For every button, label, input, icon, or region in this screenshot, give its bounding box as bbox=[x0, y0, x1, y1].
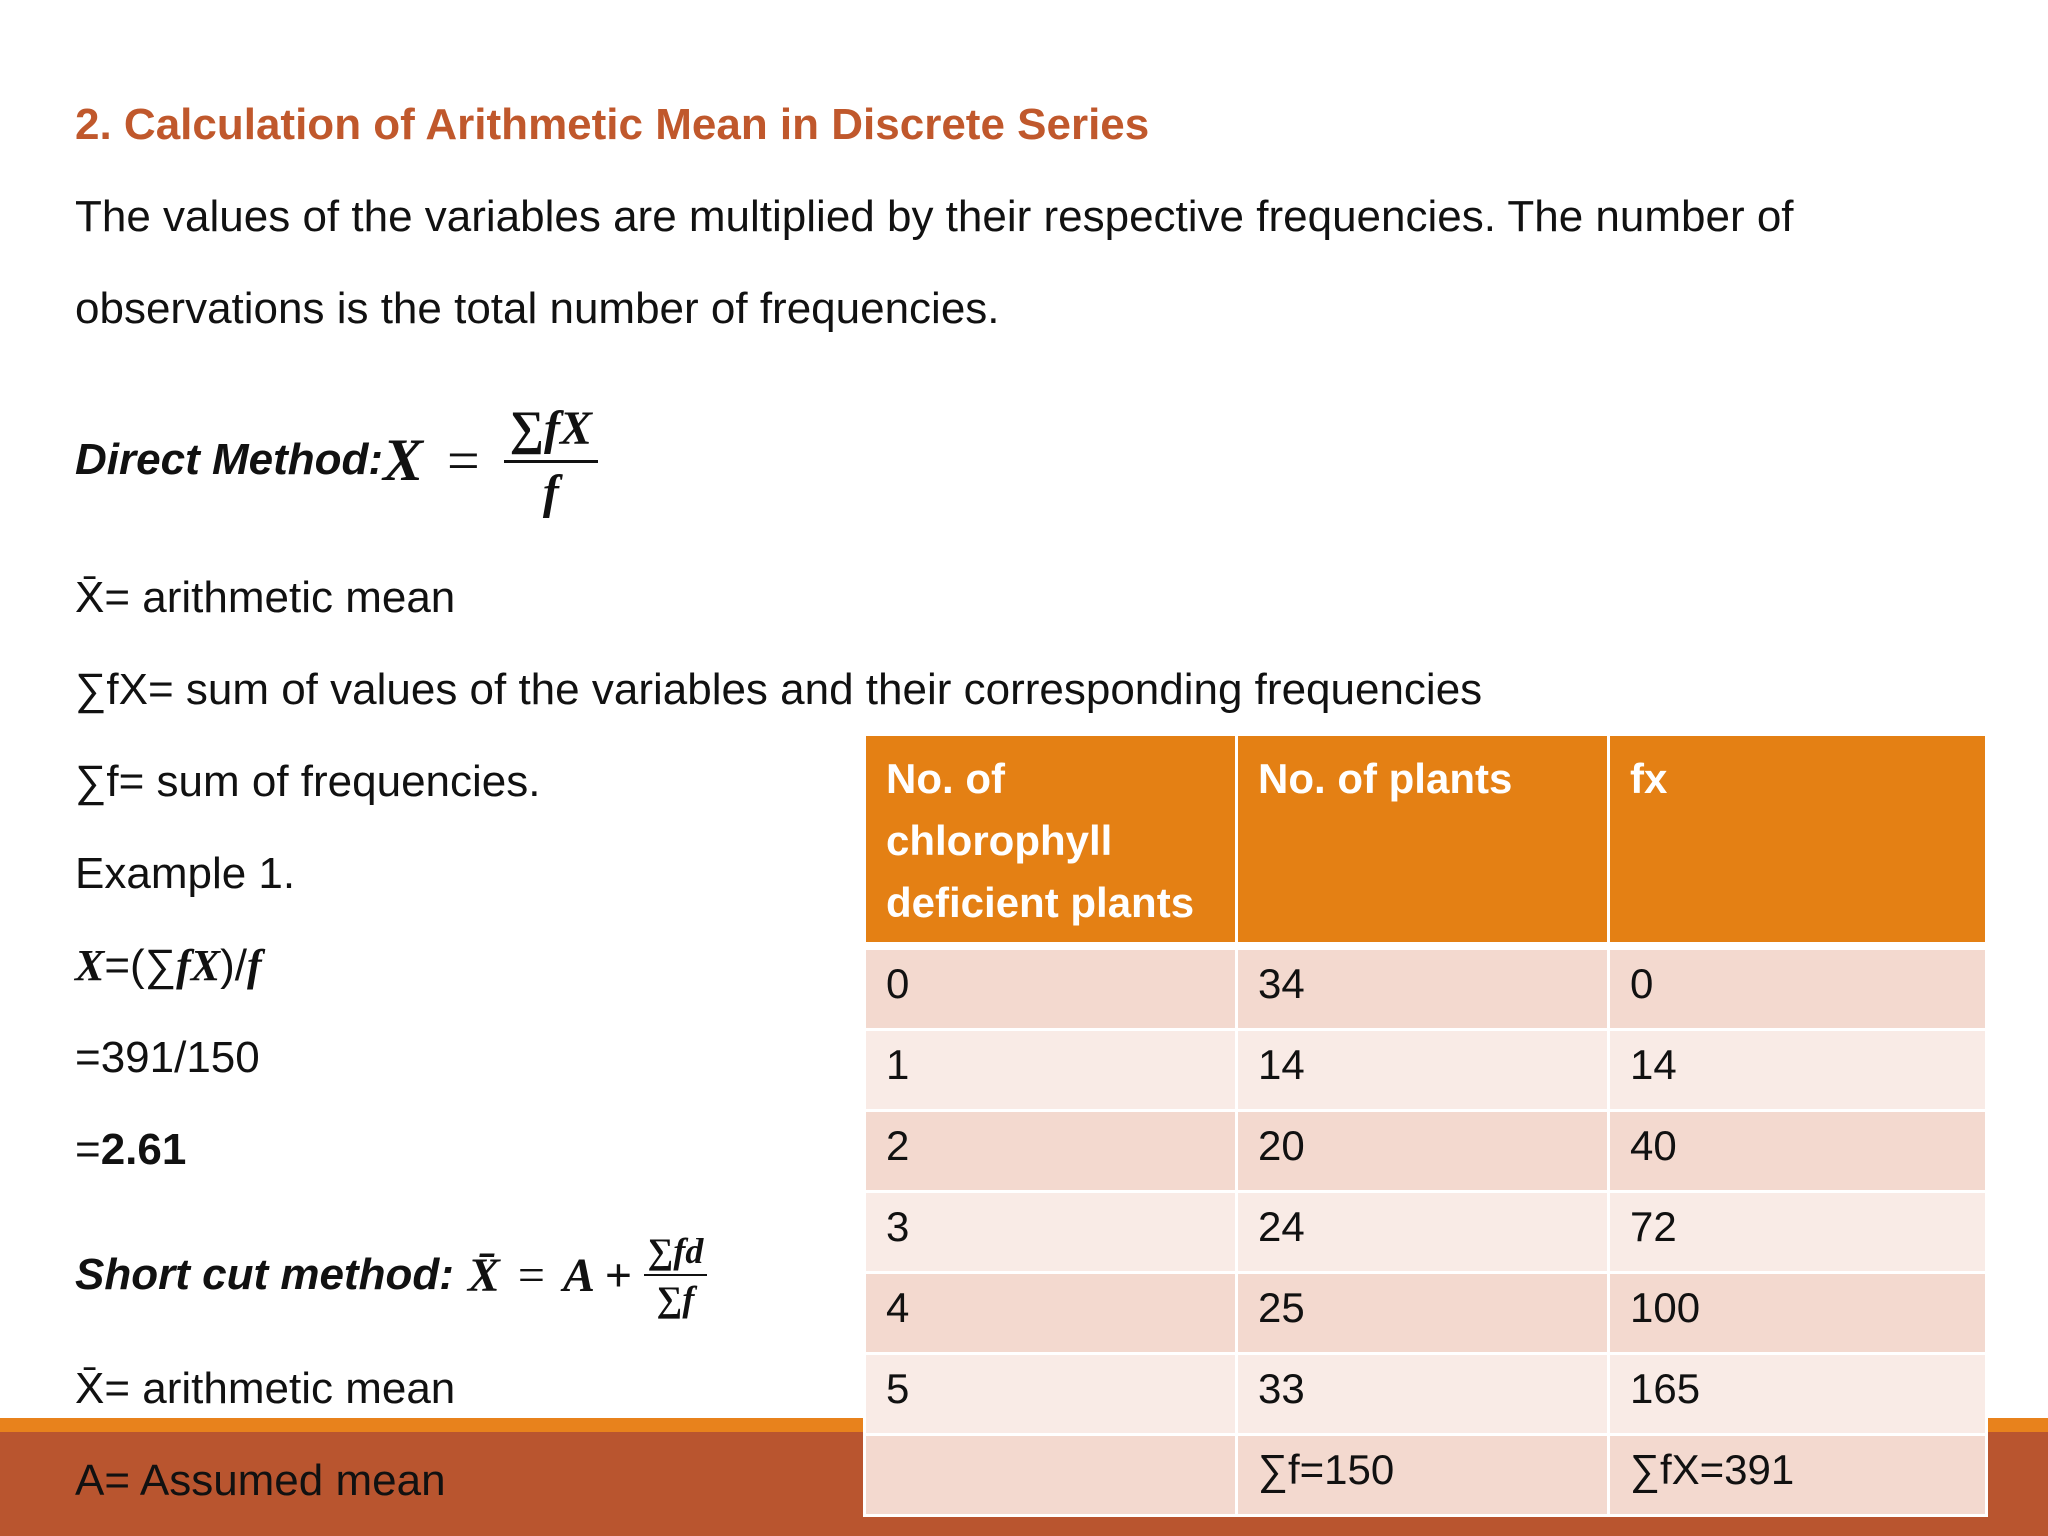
calc-open: =(∑ bbox=[104, 941, 177, 990]
short-cut-label: Short cut method: bbox=[75, 1250, 454, 1299]
table-row bbox=[865, 1192, 1987, 1273]
direct-method-numerator: ∑fX bbox=[504, 401, 598, 463]
table-total-row bbox=[865, 1435, 1987, 1516]
table-row bbox=[865, 1111, 1987, 1192]
short-cut-a-plus: A + bbox=[562, 1248, 632, 1302]
calc-x: X bbox=[190, 941, 221, 990]
example-label: Example 1. bbox=[75, 849, 296, 898]
result-prefix: = bbox=[75, 1125, 101, 1174]
table-cell: 33 bbox=[1237, 1354, 1609, 1435]
table-cell: 14 bbox=[1609, 1030, 1987, 1111]
slide-heading: 2. Calculation of Arithmetic Mean in Discrete Series bbox=[75, 100, 1150, 149]
intro-line-1: The values of the variables are multiplied by their respective frequencies. The number of bbox=[75, 192, 1794, 241]
table-cell: 14 bbox=[1237, 1030, 1609, 1111]
table-row bbox=[865, 1030, 1987, 1111]
table-cell: 34 bbox=[1237, 946, 1609, 1030]
short-cut-equals: = bbox=[517, 1248, 545, 1302]
direct-method-denominator: f bbox=[542, 465, 559, 519]
direct-method-formula bbox=[75, 395, 598, 525]
definition-mean: X̄= arithmetic mean bbox=[75, 573, 456, 622]
calc-f: f bbox=[176, 941, 191, 990]
footer-definition-mean: X̄= arithmetic mean bbox=[75, 1364, 456, 1413]
calc-f2: f bbox=[246, 941, 262, 990]
calc-result bbox=[75, 1125, 186, 1175]
short-cut-numerator: ∑fd bbox=[644, 1230, 708, 1276]
calc-close: )/ bbox=[220, 941, 247, 990]
total-frequency: ∑f=150 bbox=[1237, 1435, 1609, 1516]
table-row bbox=[865, 1354, 1987, 1435]
header-no-of-plants: No. of plants bbox=[1237, 735, 1609, 947]
table-cell: 165 bbox=[1609, 1354, 1987, 1435]
table-cell: 3 bbox=[865, 1192, 1237, 1273]
table-cell: 0 bbox=[865, 946, 1237, 1030]
intro-line-2: observations is the total number of frequencies. bbox=[75, 284, 1000, 333]
direct-method-equals: = bbox=[447, 427, 480, 493]
short-cut-fraction bbox=[644, 1230, 708, 1320]
footer-definition-assumed-mean: A= Assumed mean bbox=[75, 1456, 446, 1505]
short-cut-formula bbox=[75, 1225, 707, 1325]
table-cell: 1 bbox=[865, 1030, 1237, 1111]
table-cell: 20 bbox=[1237, 1111, 1609, 1192]
header-fx: fx bbox=[1609, 735, 1987, 947]
table-header-row bbox=[865, 735, 1987, 947]
calc-lhs: X bbox=[75, 941, 105, 990]
calc-formula bbox=[75, 940, 262, 991]
direct-method-lhs: X bbox=[383, 426, 424, 493]
short-cut-lhs: X̄ bbox=[467, 1248, 500, 1302]
table-cell: 40 bbox=[1609, 1111, 1987, 1192]
short-cut-denominator: ∑f bbox=[656, 1279, 695, 1319]
table-cell: 25 bbox=[1237, 1273, 1609, 1354]
direct-method-fraction bbox=[504, 401, 598, 520]
table-cell: 2 bbox=[865, 1111, 1237, 1192]
table-cell: 24 bbox=[1237, 1192, 1609, 1273]
table-cell: 5 bbox=[865, 1354, 1237, 1435]
calc-step: =391/150 bbox=[75, 1033, 260, 1082]
total-fx: ∑fX=391 bbox=[1609, 1435, 1987, 1516]
result-value: 2.61 bbox=[100, 1125, 187, 1174]
frequency-table bbox=[863, 733, 1988, 1517]
table-row bbox=[865, 946, 1987, 1030]
table-row bbox=[865, 1273, 1987, 1354]
table-cell: 100 bbox=[1609, 1273, 1987, 1354]
table-cell bbox=[865, 1435, 1237, 1516]
header-chlorophyll-deficient: No. of chlorophyll deficient plants bbox=[865, 735, 1237, 947]
table-cell: 72 bbox=[1609, 1192, 1987, 1273]
table-cell: 0 bbox=[1609, 946, 1987, 1030]
definition-sum-f: ∑f= sum of frequencies. bbox=[75, 757, 541, 806]
definition-sum-fx: ∑fX= sum of values of the variables and their corresponding frequencies bbox=[75, 665, 1483, 714]
table-cell: 4 bbox=[865, 1273, 1237, 1354]
direct-method-label: Direct Method: bbox=[75, 435, 383, 484]
